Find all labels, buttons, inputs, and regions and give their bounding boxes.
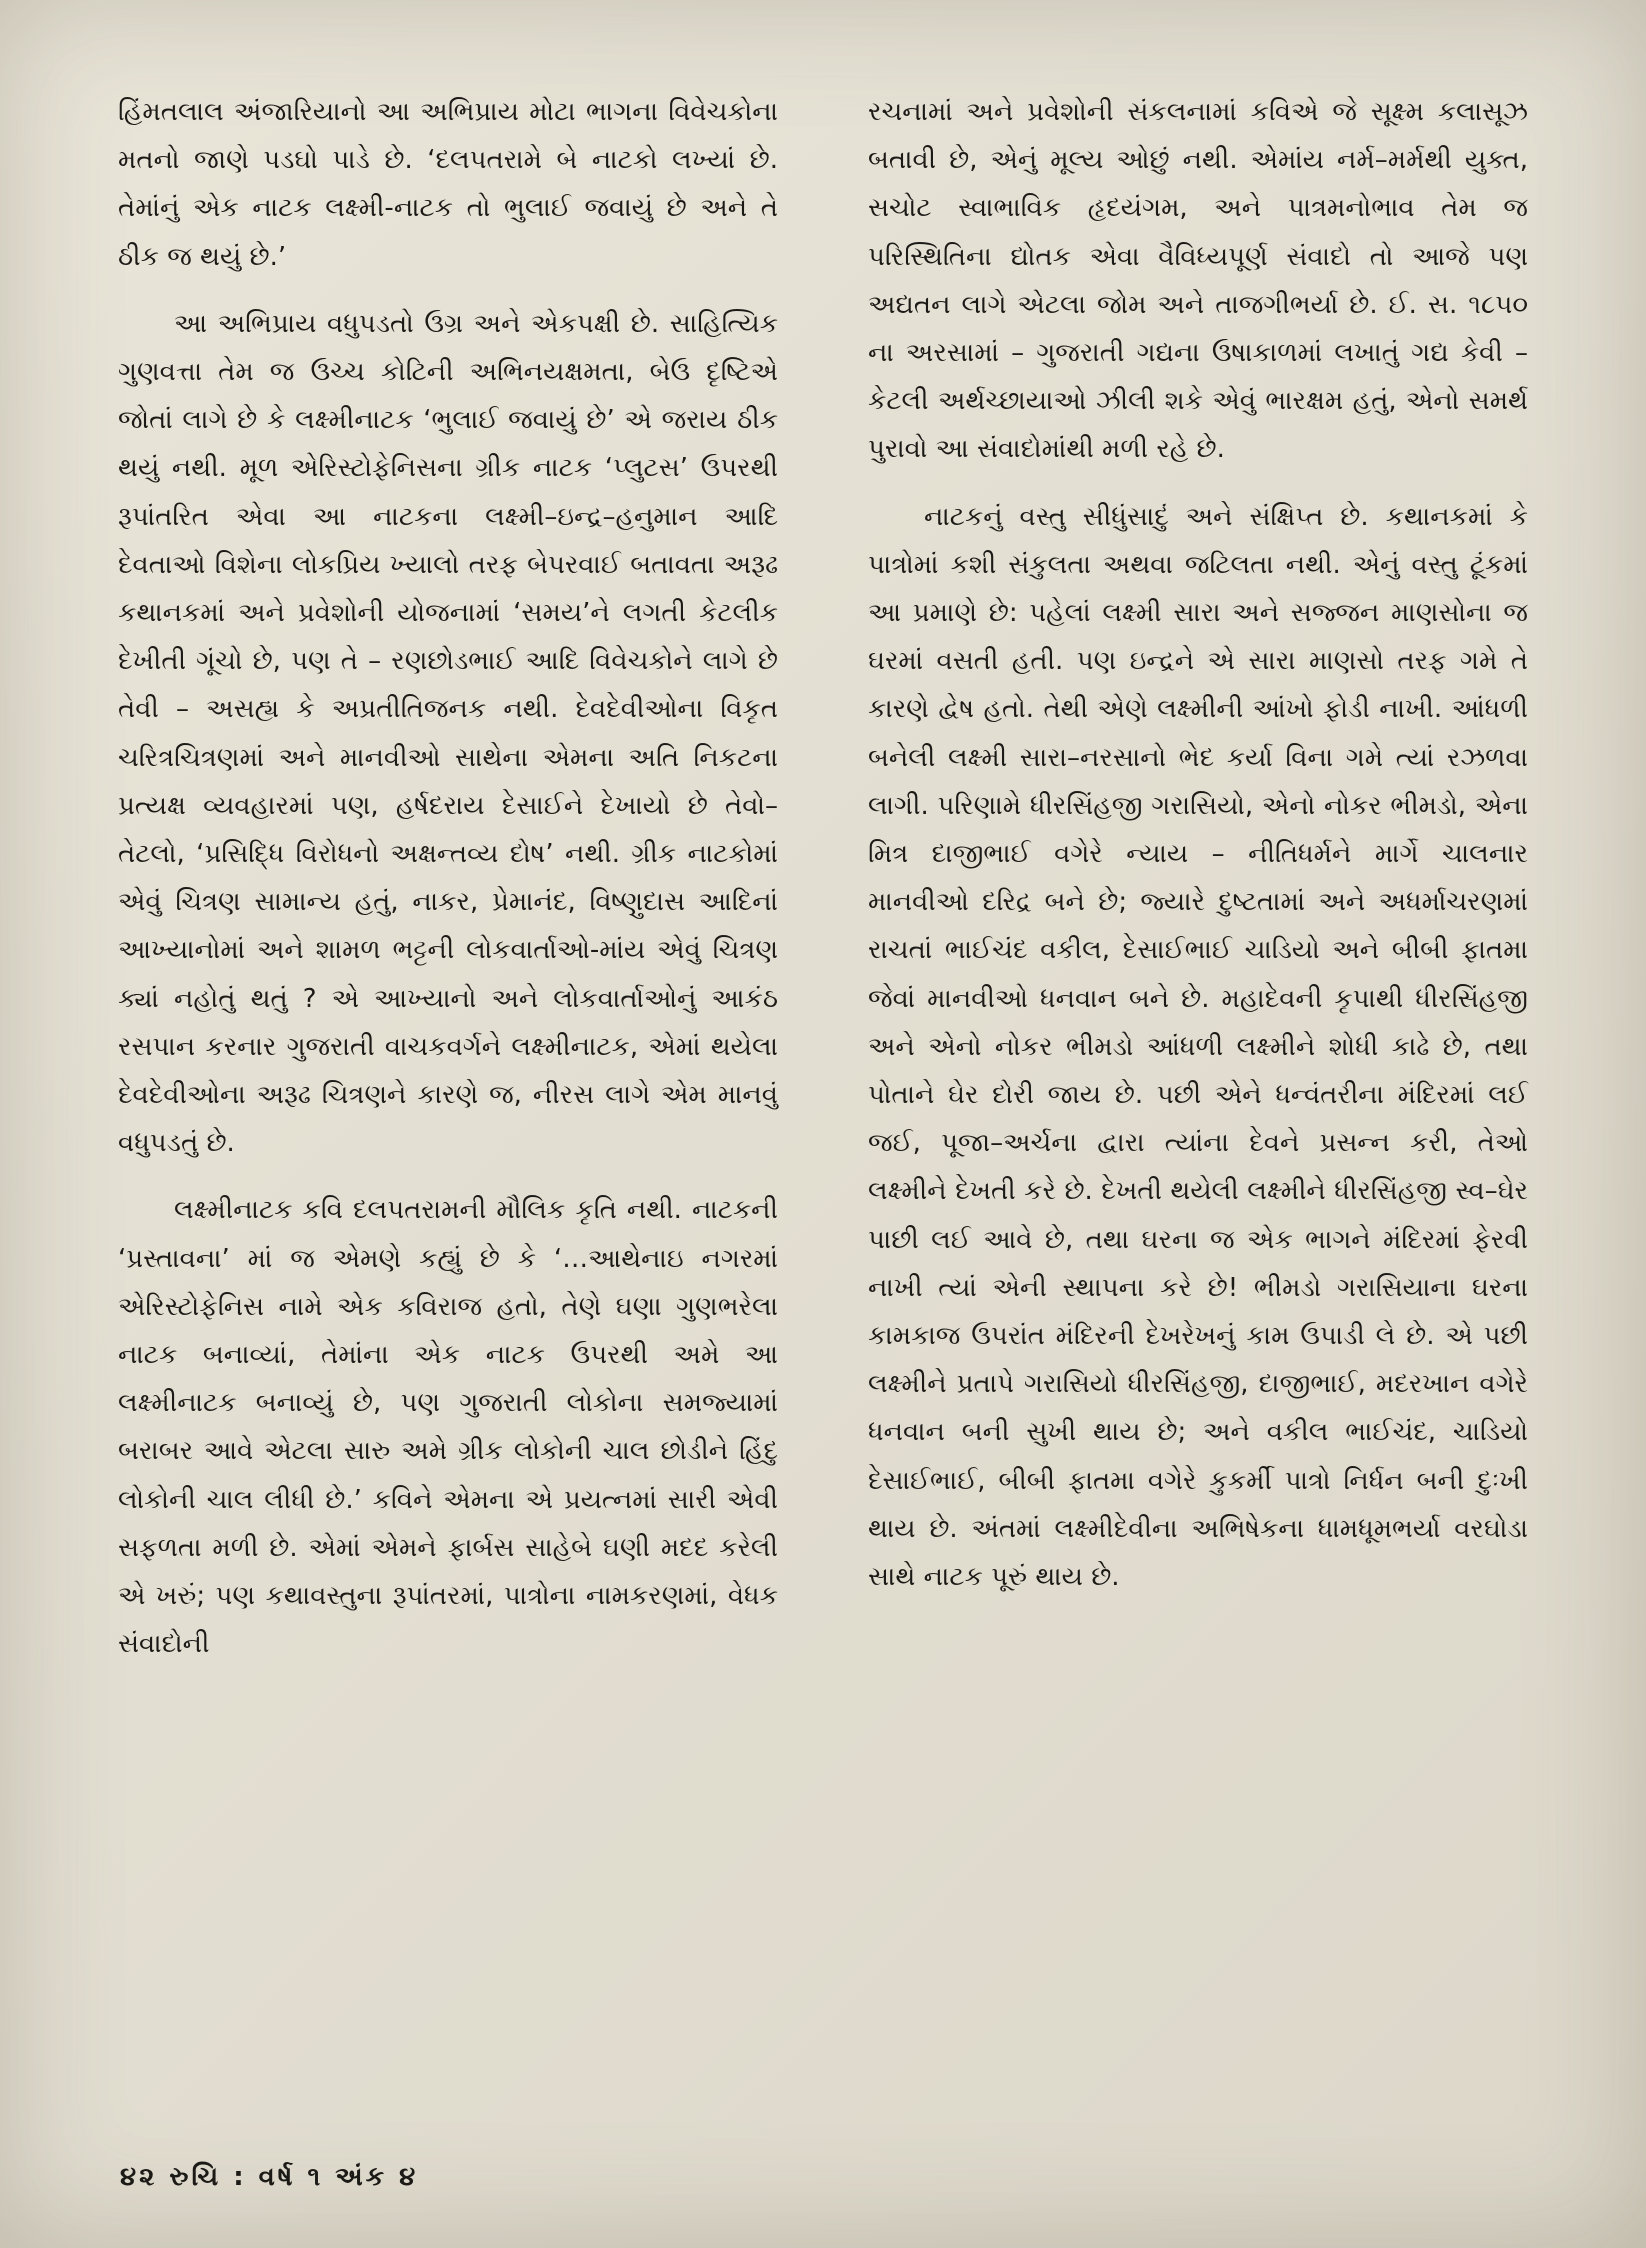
page-footer: ૪૨ રુચિ : વર્ષ ૧ અંક ૪ [120,2162,419,2192]
left-column [118,88,778,1688]
right-paragraph-2: નાટકનું વસ્તુ સીધુંસાદું અને સંક્ષિપ્ત છે. કથાનકમાં કે પાત્રોમાં કશી સંકુલતા અથવા જટિલતા નથી. એનું વસ્તુ ટૂંકમાં આ પ્રમાણે છે: પહેલાં લક્ષ્મી સારા અને સજ્જન માણસોના જ ઘરમાં વસતી હતી. પણ ઇન્દ્રને એ સારા માણસો તરફ ગમે તે કારણે દ્વેષ હતો. તેથી એણે લક્ષ્મીની આંખો ફોડી નાખી. આંધળી બનેલી લક્ષ્મી સારા–નરસાનો ભેદ કર્યા વિના ગમે ત્યાં રઝળવા લાગી. પરિણામે ધીરસિંહજી ગરાસિયો, એનો નોકર ભીમડો, એના મિત્ર દાજીભાઈ વગેરે ન્યાય – નીતિધર્મને માર્ગે ચાલનાર માનવીઓ દરિદ્ર બને છે; જ્યારે દુષ્ટતામાં અને અધર્માચરણમાં રાચતાં ભાઈચંદ વકીલ, દેસાઈભાઈ ચાડિયો અને બીબી ફાતમા જેવાં માનવીઓ ધનવાન બને છે. મહાદેવની કૃપાથી ધીરસિંહજી અને એનો નોકર ભીમડો આંધળી લક્ષ્મીને શોધી કાઢે છે, તથા પોતાને ઘેર દોરી જાય છે. પછી એને ધન્વંતરીના મંદિરમાં લઈ જઈ, પૂજા–અર્ચના દ્વારા ત્યાંના દેવને પ્રસન્ન કરી, તેઓ લક્ષ્મીને દેખતી કરે છે. દેખતી થયેલી લક્ષ્મીને ધીરસિંહજી સ્વ–ઘેર પાછી લઈ આવે છે, તથા ઘરના જ એક ભાગને મંદિરમાં ફેરવી નાખી ત્યાં એની સ્થાપના કરે છે! ભીમડો ગરાસિયાના ઘરના કામકાજ ઉપરાંત મંદિરની દેખરેખનું કામ ઉપાડી લે છે. એ પછી લક્ષ્મીને પ્રતાપે ગરાસિયો ધીરસિંહજી, દાજીભાઈ, મદરખાન વગેરે ધનવાન બની સુખી થાય છે; અને વકીલ ભાઈચંદ, ચાડિયો દેસાઈભાઈ, બીબી ફાતમા વગેરે કુકર્મી પાત્રો નિર્ધન બની દુઃખી થાય છે. અંતમાં લક્ષ્મીદેવીના અભિષેકના ધામધૂમભર્યા વરઘોડા સાથે નાટક પૂરું થાય છે. [868,501,1528,1593]
right-column [868,88,1528,1620]
right-paragraph-1: રચનામાં અને પ્રવેશોની સંકલનામાં કવિએ જે સૂક્ષ્મ કલાસૂઝ બતાવી છે, એનું મૂલ્ય ઓછું નથી. એમાંય નર્મ–મર્મથી યુક્ત, સચોટ સ્વાભાવિક હૃદયંગમ, અને પાત્રમનોભાવ તેમ જ પરિસ્થિતિના દ્યોતક એવા વૈવિધ્યપૂર્ણ સંવાદો તો આજે પણ અદ્યતન લાગે એટલા જોમ અને તાજગીભર્યા છે. ઈ. સ. ૧૮૫૦ ના અરસામાં – ગુજરાતી ગદ્યના ઉષાકાળમાં લખાતું ગદ્ય કેવી – કેટલી અર્થચ્છાયાઓ ઝીલી શકે એવું ભારક્ષમ હતું, એનો સમર્થ પુરાવો આ સંવાદોમાંથી મળી રહે છે. [868,97,1528,465]
left-paragraph-1: હિંમતલાલ અંજારિયાનો આ અભિપ્રાય મોટા ભાગના વિવેચકોના મતનો જાણે પડઘો પાડે છે. ‘દલપતરામે બે નાટકો લખ્યાં છે. તેમાંનું એક નાટક લક્ષ્મી-નાટક તો ભુલાઈ જવાયું છે અને તે ઠીક જ થયું છે.’ [118,97,778,272]
left-paragraph-3: લક્ષ્મીનાટક કવિ દલપતરામની મૌલિક કૃતિ નથી. નાટકની ‘પ્રસ્તાવના’ માં જ એમણે કહ્યું છે કે ‘…આથેનાઇ નગરમાં એરિસ્ટોફેનિસ નામે એક કવિરાજ હતો, તેણે ઘણા ગુણભરેલા નાટક બનાવ્યાં, તેમાંના એક નાટક ઉપરથી અમે આ લક્ષ્મીનાટક બનાવ્યું છે, પણ ગુજરાતી લોકોના સમજ્યામાં બરાબર આવે એટલા સારુ અમે ગ્રીક લોકોની ચાલ છોડીને હિંદુ લોકોની ચાલ લીધી છે.’ કવિને એમના એ પ્રયત્નમાં સારી એવી સફળતા મળી છે. એમાં એમને ફાર્બસ સાહેબે ઘણી મદદ કરેલી એ ખરું; પણ કથાવસ્તુના રૂપાંતરમાં, પાત્રોના નામકરણમાં, વેધક સંવાદોની [118,1195,778,1660]
left-paragraph-2: આ અભિપ્રાય વધુપડતો ઉગ્ર અને એકપક્ષી છે. સાહિત્યિક ગુણવત્તા તેમ જ ઉચ્ચ કોટિની અભિનયક્ષમતા, બેઉ દૃષ્ટિએ જોતાં લાગે છે કે લક્ષ્મીનાટક ‘ભુલાઈ જવાયું છે’ એ જરાય ઠીક થયું નથી. મૂળ એરિસ્ટોફેનિસના ગ્રીક નાટક ‘પ્લુટસ’ ઉપરથી રૂપાંતરિત એવા આ નાટકના લક્ષ્મી–ઇન્દ્ર–હનુમાન આદિ દેવતાઓ વિશેના લોકપ્રિય ખ્યાલો તરફ બેપરવાઈ બતાવતા અરૂઢ કથાનકમાં અને પ્રવેશોની યોજનામાં ‘સમય’ને લગતી કેટલીક દેખીતી ગૂંચો છે, પણ તે – રણછોડભાઈ આદિ વિવેચકોને લાગે છે તેવી – અસહ્ય કે અપ્રતીતિજનક નથી. દેવદેવીઓના વિકૃત ચરિત્રચિત્રણમાં અને માનવીઓ સાથેના એમના અતિ નિકટના પ્રત્યક્ષ વ્યવહારમાં પણ, હર્ષદરાય દેસાઈને દેખાયો છે તેવો–તેટલો, ‘પ્રસિદ્ધિ વિરોધનો અક્ષન્તવ્ય દોષ’ નથી. ગ્રીક નાટકોમાં એવું ચિત્રણ સામાન્ય હતું, નાકર, પ્રેમાનંદ, વિષ્ણુદાસ આદિનાં આખ્યાનોમાં અને શામળ ભટ્ટની લોકવાર્તાઓ-માંય એવું ચિત્રણ ક્યાં નહોતું થતું ? એ આખ્યાનો અને લોકવાર્તાઓનું આકંઠ રસપાન કરનાર ગુજરાતી વાચકવર્ગને લક્ષ્મીનાટક, એમાં થયેલા દેવદેવીઓના અરૂઢ ચિત્રણને કારણે જ, નીરસ લાગે એમ માનવું વધુપડતું છે. [118,308,778,1159]
